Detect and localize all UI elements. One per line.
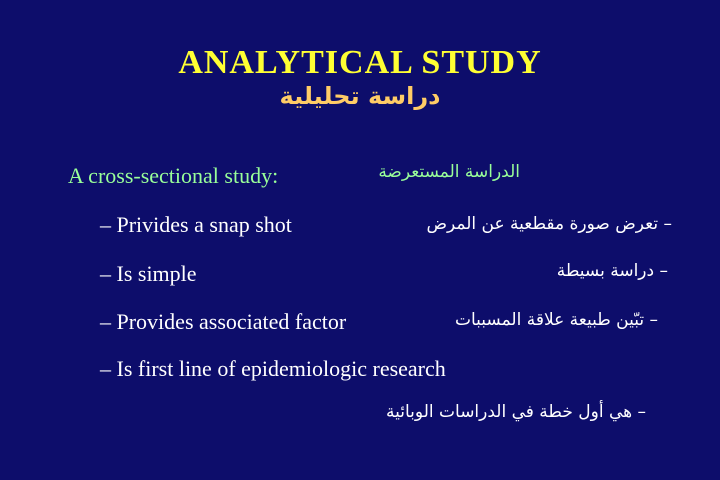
bullet-arabic-2: – دراسة بسيطة <box>556 261 668 281</box>
bullet-english-2: – Is simple <box>100 261 197 286</box>
bullet-arabic-3: – تبّين طبيعة علاقة المسببات <box>454 310 658 330</box>
bullet-english-4: – Is first line of epidemiologic research <box>100 356 446 381</box>
slide-title-arabic: دراسة تحليلية <box>279 82 441 110</box>
bullet-arabic-1: – تعرض صورة مقطعية عن المرض <box>426 214 672 234</box>
bullet-arabic-4: – هي أول خطة في الدراسات الوبائية <box>386 402 646 422</box>
bullet-english-3: – Provides associated factor <box>100 309 347 334</box>
slide-title-english: ANALYTICAL STUDY <box>178 44 542 81</box>
section-heading-arabic: الدراسة المستعرضة <box>378 162 520 182</box>
section-heading-english: A cross-sectional study: <box>68 163 279 188</box>
bullet-english-1: – Privides a snap shot <box>100 212 292 237</box>
